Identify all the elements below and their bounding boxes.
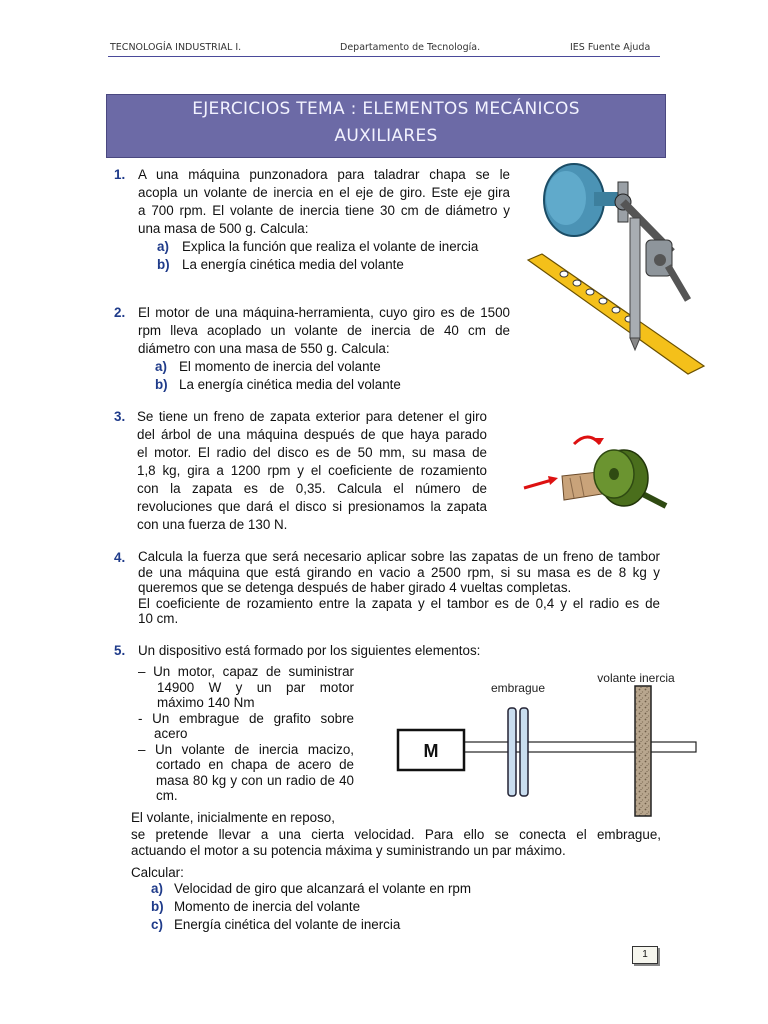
exercise-2-line: rpm lleva acoplado un volante de inercia de 40 cm de	[138, 323, 510, 338]
flywheel	[635, 686, 651, 816]
title-banner	[106, 94, 666, 158]
exercise-4-number: 4.	[114, 550, 126, 565]
element-line: cortado en chapa de acero de	[156, 757, 354, 772]
title-line-2: AUXILIARES	[334, 126, 438, 146]
exercise-5-item-c-label: c)	[151, 917, 163, 932]
exercise-1-item-a: Explica la función que realiza el volante de inercia	[182, 239, 479, 254]
header-school: IES Fuente Ajuda	[570, 42, 651, 53]
element-line: cm.	[156, 788, 178, 803]
exercise-3-line: Se tiene un freno de zapata exterior para detener el giro	[137, 409, 487, 424]
exercise-1-item-b-label: b)	[157, 257, 170, 272]
exercise-1-line: A una máquina punzonadora para taladrar chapa se le	[138, 167, 510, 182]
exercise-5-item-a: Velocidad de giro que alcanzará el volante en rpm	[174, 881, 472, 896]
exercise-3-line: con una fuerza de 130 N.	[137, 517, 288, 532]
exercise-1-line: acopla un volante de inercia en el eje de giro. Este eje gira	[138, 185, 510, 200]
exercise-5-item-c: Energía cinética del volante de inercia	[174, 917, 401, 932]
exercise-4-line: El coeficiente de rozamiento entre la zapata y el tambor es de 0,4 y el radio es de	[138, 595, 660, 611]
header-subject: TECNOLOGÍA INDUSTRIAL I.	[110, 42, 242, 53]
title-line-1: EJERCICIOS TEMA : ELEMENTOS MECÁNICOS	[192, 99, 580, 119]
exercise-2-number: 2.	[114, 305, 126, 320]
page-header	[108, 40, 660, 57]
exercise-1-item-b: La energía cinética media del volante	[182, 257, 404, 272]
element-line: – Un motor, capaz de suministrar	[138, 664, 354, 679]
element-line: - Un embrague de grafito sobre	[138, 710, 354, 726]
element-line: acero	[154, 726, 188, 741]
exercise-3-number: 3.	[114, 409, 126, 424]
exercise-5-item-b: Momento de inercia del volante	[174, 899, 361, 914]
exercise-5-intro: Un dispositivo está formado por los siguientes elementos:	[138, 643, 481, 658]
exercise-5-elements	[138, 664, 354, 804]
exercise-2-line: diámetro con una masa de 550 g. Calcula:	[138, 341, 390, 356]
exercise-4-line: 10 cm.	[138, 611, 179, 626]
exercise-3-line: el motor. El radio del disco es de 50 mm, su masa de	[137, 445, 487, 460]
exercise-2-item-a: El momento de inercia del volante	[179, 359, 381, 374]
exercise-5-number: 5.	[114, 643, 126, 658]
exercise-5-item-a-label: a)	[151, 881, 163, 896]
exercise-3-line: revoluciones que dará el disco si presionamos la zapata	[137, 499, 487, 514]
exercise-4-line: de una máquina que está girando en vacio a 2500 rpm, si su masa es de 8 kg y	[138, 564, 660, 580]
header-department: Departamento de Tecnología.	[340, 42, 481, 53]
exercise-1-text	[138, 166, 510, 238]
exercise-2-line: El motor de una máquina-herramienta, cuyo giro es de 1500	[138, 305, 510, 320]
exercise-2-item-a-label: a)	[155, 359, 167, 374]
exercise-2-item-b-label: b)	[155, 377, 168, 392]
motor-clutch-flywheel-diagram	[392, 664, 704, 824]
clutch-disc-right	[520, 708, 528, 796]
exercise-4-line: Calcula la fuerza que será necesario aplicar sobre las zapatas de un freno de tambor	[138, 549, 660, 564]
exercise-2-text	[138, 304, 510, 358]
body-line: se pretende llevar a una cierta velocidad. Para ello se conecta el embrague,	[131, 826, 661, 842]
exercise-2-item-b: La energía cinética media del volante	[179, 377, 401, 392]
clutch-disc-left	[508, 708, 516, 796]
exercise-3-line: del árbol de una máquina después de que haya parado	[137, 427, 487, 442]
exercise-3-line: con la zapata es de 0,35. Calcula el número de	[137, 481, 487, 496]
exercise-1-number: 1.	[114, 167, 126, 182]
page-number: 1	[632, 946, 658, 964]
element-line: 14900 W y un par motor	[157, 679, 354, 695]
exercise-1-line: a 700 rpm. El volante de inercia tiene 30 cm de diámetro y	[138, 203, 510, 218]
exercise-3-text	[137, 408, 487, 534]
exercise-1-line: una masa de 500 g. Calcula:	[138, 221, 309, 236]
exercise-5-body	[131, 810, 661, 860]
body-line: El volante, inicialmente en reposo,	[131, 810, 335, 825]
element-line: máximo 140 Nm	[157, 695, 255, 710]
flywheel-label: volante inercia	[597, 671, 675, 685]
shoe-brake-illustration	[516, 428, 676, 520]
exercise-1-item-a-label: a)	[157, 239, 169, 254]
exercise-3-line: 1,8 kg, gira a 1200 rpm y el coeficiente de rozamiento	[137, 463, 487, 478]
exercise-5-item-b-label: b)	[151, 899, 164, 914]
calc-heading: Calcular:	[131, 865, 184, 880]
motor-label: M	[423, 741, 439, 761]
exercise-4-line: queremos que se detenga después de haber girado 4 vueltas completas.	[138, 580, 572, 595]
element-line: – Un volante de inercia macizo,	[138, 741, 354, 757]
punching-machine-illustration	[522, 162, 706, 378]
exercise-4-text	[138, 549, 660, 627]
body-line: actuando el motor a su potencia máxima y suministrando un par máximo.	[131, 843, 566, 858]
clutch-label: embrague	[490, 681, 546, 695]
element-line: masa 80 kg y con un radio de 40	[156, 772, 354, 788]
